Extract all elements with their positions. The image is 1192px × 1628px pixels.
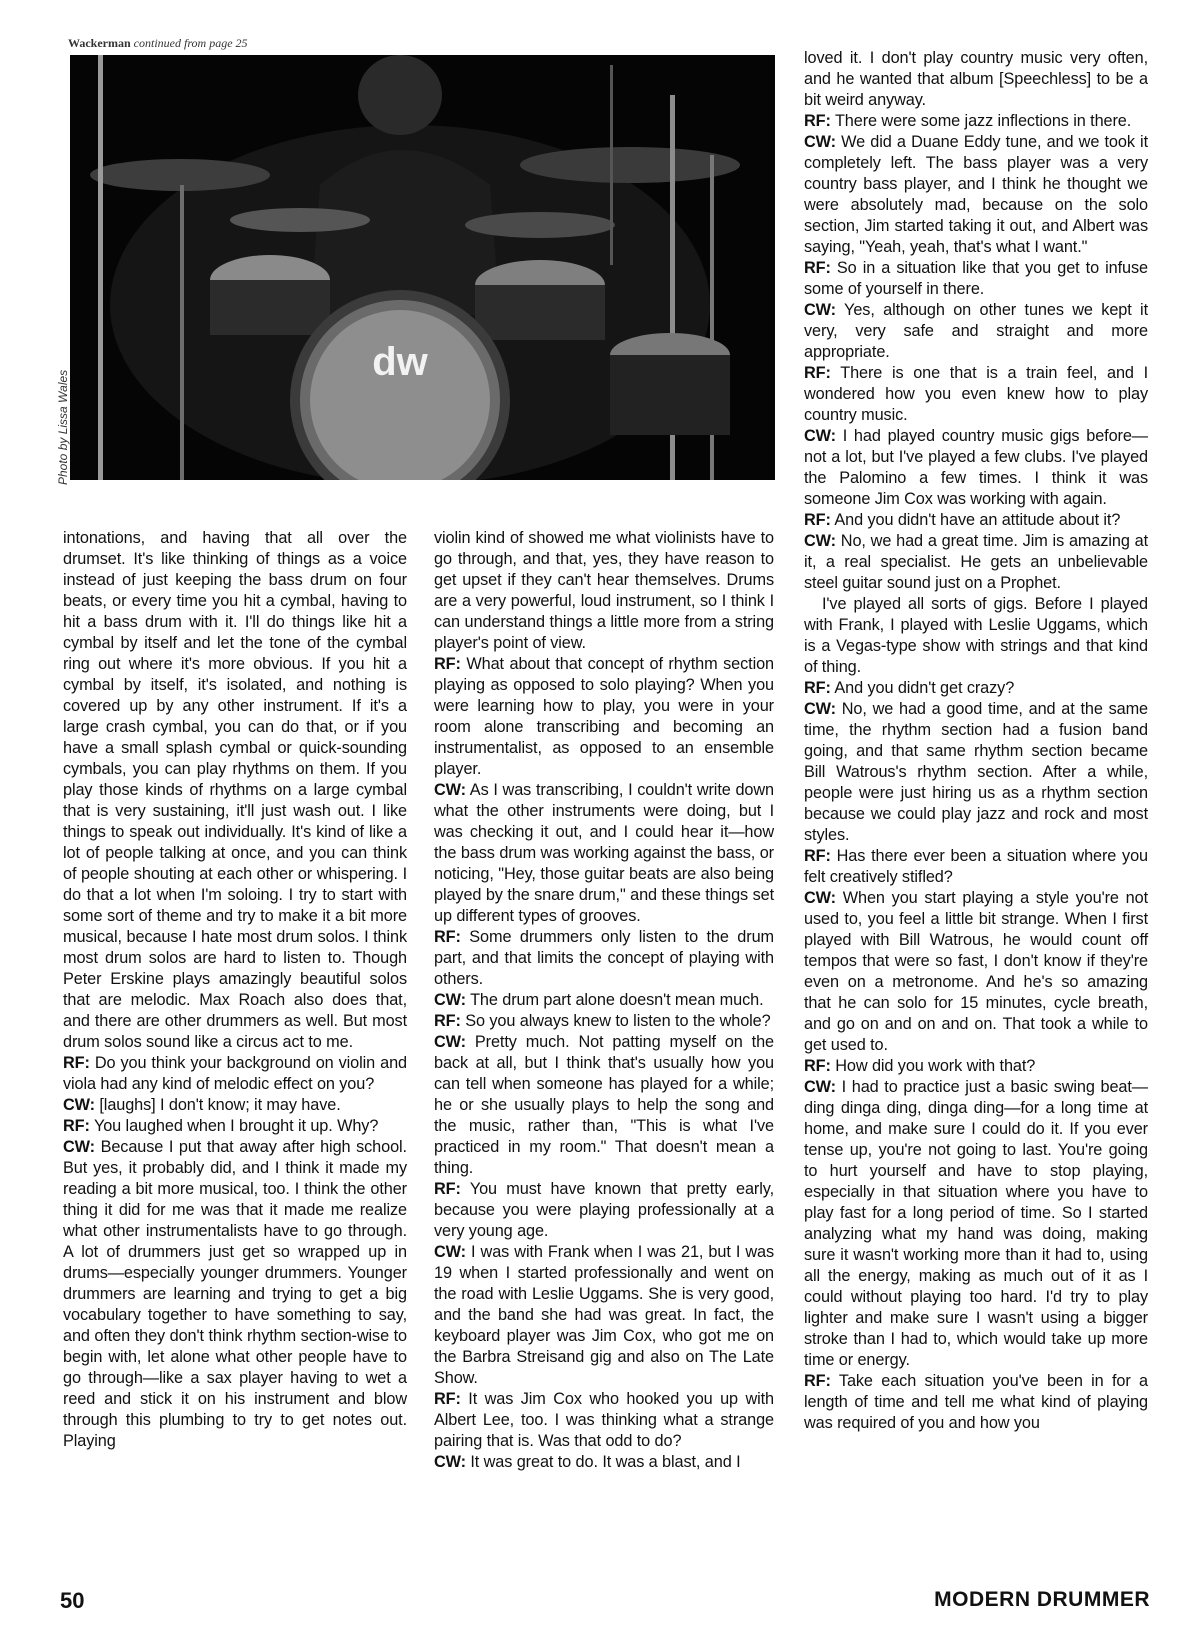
- paragraph-text: No, we had a good time, and at the same time, the rhythm section had a fusion band going, and that same rhythm section became Bill Watrous's rhythm section. After a while, people were just hiring us as a rhythm section because we could play jazz and rock and most styles.: [804, 700, 1148, 844]
- article-paragraph: [63, 528, 407, 1053]
- interview-paragraph: [804, 363, 1148, 426]
- speaker-label: RF:: [804, 259, 831, 277]
- paragraph-text: You laughed when I brought it up. Why?: [89, 1117, 379, 1135]
- paragraph-text: It was Jim Cox who hooked you up with Albert Lee, too. I was thinking what a strange pairing that is. Was that odd to do?: [434, 1390, 774, 1450]
- paragraph-text: Because I put that away after high school. But yes, it probably did, and I think it made my reading a bit more musical, too. I think the other thing it did for me was that it made me realize what other instrumentalists have to go through. A lot of drummers just get so wrapped up in drums—especially younger drummers. Younger drummers are learning and trying to get a big vocabulary together to have something to say, and often they don't think rhythm section-wise to begin with, let alone what other people have to go through—like a sax player having to wet a reed and stick it on his instrument and blow through this plumbing to try to get notes out. Playing: [63, 1138, 407, 1450]
- paragraph-text: And you didn't get crazy?: [830, 679, 1015, 697]
- interview-paragraph: [434, 780, 774, 927]
- paragraph-text: I've played all sorts of gigs. Before I played with Frank, I played with Leslie Uggams, which is a Vegas-type show with strings and that kind of thing.: [804, 595, 1148, 676]
- article-paragraph: [804, 594, 1148, 678]
- speaker-label: RF:: [63, 1054, 90, 1072]
- interview-paragraph: [804, 531, 1148, 594]
- article-column-3: [804, 48, 1148, 1434]
- interview-paragraph: [434, 1452, 774, 1473]
- paragraph-text: Do you think your background on violin and viola had any kind of melodic effect on you?: [63, 1054, 407, 1093]
- speaker-label: CW:: [804, 1078, 836, 1096]
- paragraph-text: When you start playing a style you're not used to, you feel a little bit strange. When I first played with Bill Watrous, he would count off tempos that were so fast, I don't know if they're even on a metronome. And he's so amazing that he can solo for 15 minutes, cycle breath, and go on and on and on. That took a while to get used to.: [804, 889, 1148, 1054]
- speaker-label: RF:: [434, 1390, 461, 1408]
- paragraph-text: No, we had a great time. Jim is amazing at it, a real specialist. He gets an unbelievable steel guitar sound just on a Prophet.: [804, 532, 1148, 592]
- paragraph-text: As I was transcribing, I couldn't write down what the other instruments were doing, but I was checking it out, and I could hear it—how the bass drum was working against the bass, or noticing, "Hey, those guitar beats are also being played by the snare drum," and these things set up different types of grooves.: [434, 781, 774, 925]
- paragraph-text: How did you work with that?: [830, 1057, 1036, 1075]
- speaker-label: CW:: [434, 1453, 466, 1471]
- speaker-label: CW:: [804, 700, 836, 718]
- interview-paragraph: [434, 1032, 774, 1179]
- interview-paragraph: [434, 1389, 774, 1452]
- continued-header: [68, 36, 248, 51]
- article-column-2: [434, 528, 774, 1473]
- speaker-label: CW:: [804, 532, 836, 550]
- interview-paragraph: [434, 927, 774, 990]
- interview-paragraph: [804, 678, 1148, 699]
- interview-paragraph: [63, 1137, 407, 1452]
- interview-paragraph: [434, 654, 774, 780]
- paragraph-text: I had played country music gigs before—not a lot, but I've played a few clubs. I've played the Palomino a few times. I think it was someone Jim Cox was working with again.: [804, 427, 1148, 508]
- speaker-label: RF:: [434, 655, 461, 673]
- magazine-name: MODERN DRUMMER: [934, 1588, 1150, 1611]
- interview-paragraph: [63, 1095, 407, 1116]
- paragraph-text: There were some jazz inflections in there.: [830, 112, 1132, 130]
- speaker-label: RF:: [804, 112, 831, 130]
- interview-paragraph: [804, 888, 1148, 1056]
- interview-paragraph: [63, 1116, 407, 1137]
- paragraph-text: intonations, and having that all over the drumset. It's like thinking of things as a voice instead of just keeping the bass drum on four beats, or every time you hit a cymbal, having to hit a bass drum with it. I'll do things like hit a cymbal by itself and let the tone of the cymbal ring out where it's more obvious. If you hit a cymbal by itself, it's isolated, and nothing is covered up by any other instrument. If it's a large crash cymbal, you can do that, or if you have a small splash cymbal or quick-sounding cymbals, you can play rhythms on them. If you play those kinds of rhythms on a large cymbal that is very sustaining, it'll just wash out. I like things to speak out individually. It's kind of like a lot of people talking at once, and you can think of people shouting at each other or whispering. I do that a lot when I'm soloing. I try to start with some sort of theme and try to make it a bit more musical, because I hate most drum solos. I think most drum solos are hard to listen to. Though Peter Erskine plays amazingly beautiful solos that are melodic. Max Roach also does that, and there are other drummers as well. But most drum solos sound like a circus act to me.: [63, 529, 407, 1051]
- article-paragraph: [434, 528, 774, 654]
- paragraph-text: I was with Frank when I was 21, but I was 19 when I started professionally and went on the road with Leslie Uggams. She is very good, and the band she had was great. In fact, the keyboard player was Jim Cox, who got me on the Barbra Streisand gig and also on The Late Show.: [434, 1243, 774, 1387]
- speaker-label: CW:: [804, 301, 836, 319]
- paragraph-text: You must have known that pretty early, because you were playing professionally at a very young age.: [434, 1180, 774, 1240]
- interview-paragraph: [804, 510, 1148, 531]
- article-paragraph: [804, 48, 1148, 111]
- paragraph-text: The drum part alone doesn't mean much.: [465, 991, 764, 1009]
- speaker-label: RF:: [804, 1057, 831, 1075]
- header-name: Wackerman: [68, 36, 131, 50]
- photo-credit: Photo by Lissa Wales: [56, 369, 70, 485]
- speaker-label: CW:: [434, 1033, 466, 1051]
- interview-paragraph: [804, 426, 1148, 510]
- paragraph-text: It was great to do. It was a blast, and I: [465, 1453, 741, 1471]
- paragraph-text: Some drummers only listen to the drum part, and that limits the concept of playing with others.: [434, 928, 774, 988]
- interview-paragraph: [804, 300, 1148, 363]
- interview-paragraph: [434, 990, 774, 1011]
- speaker-label: CW:: [63, 1096, 95, 1114]
- paragraph-text: So you always knew to listen to the whole?: [460, 1012, 771, 1030]
- speaker-label: RF:: [804, 511, 831, 529]
- interview-paragraph: [63, 1053, 407, 1095]
- speaker-label: RF:: [804, 1372, 831, 1390]
- interview-paragraph: [804, 258, 1148, 300]
- article-column-1: [63, 528, 407, 1452]
- paragraph-text: What about that concept of rhythm section playing as opposed to solo playing? When you were learning how to play, you were in your room alone transcribing and becoming an instrumentalist, as opposed to an ensemble player.: [434, 655, 774, 778]
- dw-logo: dw: [372, 340, 428, 384]
- interview-paragraph: [804, 132, 1148, 258]
- speaker-label: CW:: [63, 1138, 95, 1156]
- paragraph-text: Has there ever been a situation where you felt creatively stifled?: [804, 847, 1148, 886]
- paragraph-text: Pretty much. Not patting myself on the back at all, but I think that's usually how you can tell when someone has played for a while; he or she usually plays to help the song and the music, rather than, "This is what I've practiced in my room." That doesn't mean a thing.: [434, 1033, 774, 1177]
- speaker-label: CW:: [804, 889, 836, 907]
- speaker-label: RF:: [804, 679, 831, 697]
- interview-paragraph: [804, 111, 1148, 132]
- paragraph-text: So in a situation like that you get to infuse some of yourself in there.: [804, 259, 1148, 298]
- paragraph-text: violin kind of showed me what violinists have to go through, and that, yes, they have reason to get upset if they can't hear themselves. Drums are a very powerful, loud instrument, so I think I can understand things a little more from a string player's point of view.: [434, 529, 774, 652]
- paragraph-text: We did a Duane Eddy tune, and we took it completely left. The bass player was a very country bass player, and I think he thought we were absolutely mad, because on the solo section, Jim started taking it out, and Albert was saying, "Yeah, yeah, that's what I want.": [804, 133, 1148, 256]
- drum-kit-illustration: [70, 55, 775, 480]
- interview-paragraph: [804, 1056, 1148, 1077]
- interview-paragraph: [434, 1011, 774, 1032]
- interview-paragraph: [804, 1371, 1148, 1434]
- paragraph-text: Yes, although on other tunes we kept it very, very safe and straight and more appropriate.: [804, 301, 1148, 361]
- interview-paragraph: [434, 1179, 774, 1242]
- interview-paragraph: [434, 1242, 774, 1389]
- speaker-label: CW:: [434, 1243, 466, 1261]
- speaker-label: RF:: [434, 928, 461, 946]
- header-continued: continued from page 25: [133, 36, 248, 50]
- speaker-label: CW:: [434, 781, 466, 799]
- speaker-label: CW:: [804, 427, 836, 445]
- interview-paragraph: [804, 699, 1148, 846]
- speaker-label: RF:: [434, 1012, 461, 1030]
- interview-paragraph: [804, 1077, 1148, 1371]
- speaker-label: RF:: [804, 364, 831, 382]
- paragraph-text: loved it. I don't play country music very often, and he wanted that album [Speechless] to be a bit weird anyway.: [804, 49, 1148, 109]
- speaker-label: RF:: [434, 1180, 461, 1198]
- speaker-label: CW:: [434, 991, 466, 1009]
- paragraph-text: I had to practice just a basic swing beat—ding dinga ding, dinga ding—for a long time at home, and make sure I could do it. If you ever tense up, you're not going to last. You're going to hurt yourself and have to stop playing, especially in that situation where you have to play fast for a long period of time. So I started analyzing what my hand was doing, making sure it wasn't working more than it had to, using all the energy, making as much out of it as I could without playing too hard. I'd try to play lighter and make sure I wasn't using a bigger stroke than I had to, which would take up more time or energy.: [804, 1078, 1148, 1369]
- paragraph-text: [laughs] I don't know; it may have.: [94, 1096, 341, 1114]
- paragraph-text: And you didn't have an attitude about it?: [830, 511, 1121, 529]
- drummer-photo: [70, 55, 775, 480]
- page-number: 50: [60, 1588, 85, 1613]
- speaker-label: RF:: [63, 1117, 90, 1135]
- speaker-label: CW:: [804, 133, 836, 151]
- speaker-label: RF:: [804, 847, 831, 865]
- interview-paragraph: [804, 846, 1148, 888]
- paragraph-text: There is one that is a train feel, and I wondered how you even knew how to play country music.: [804, 364, 1148, 424]
- paragraph-text: Take each situation you've been in for a length of time and tell me what kind of playing was required of you and how you: [804, 1372, 1148, 1432]
